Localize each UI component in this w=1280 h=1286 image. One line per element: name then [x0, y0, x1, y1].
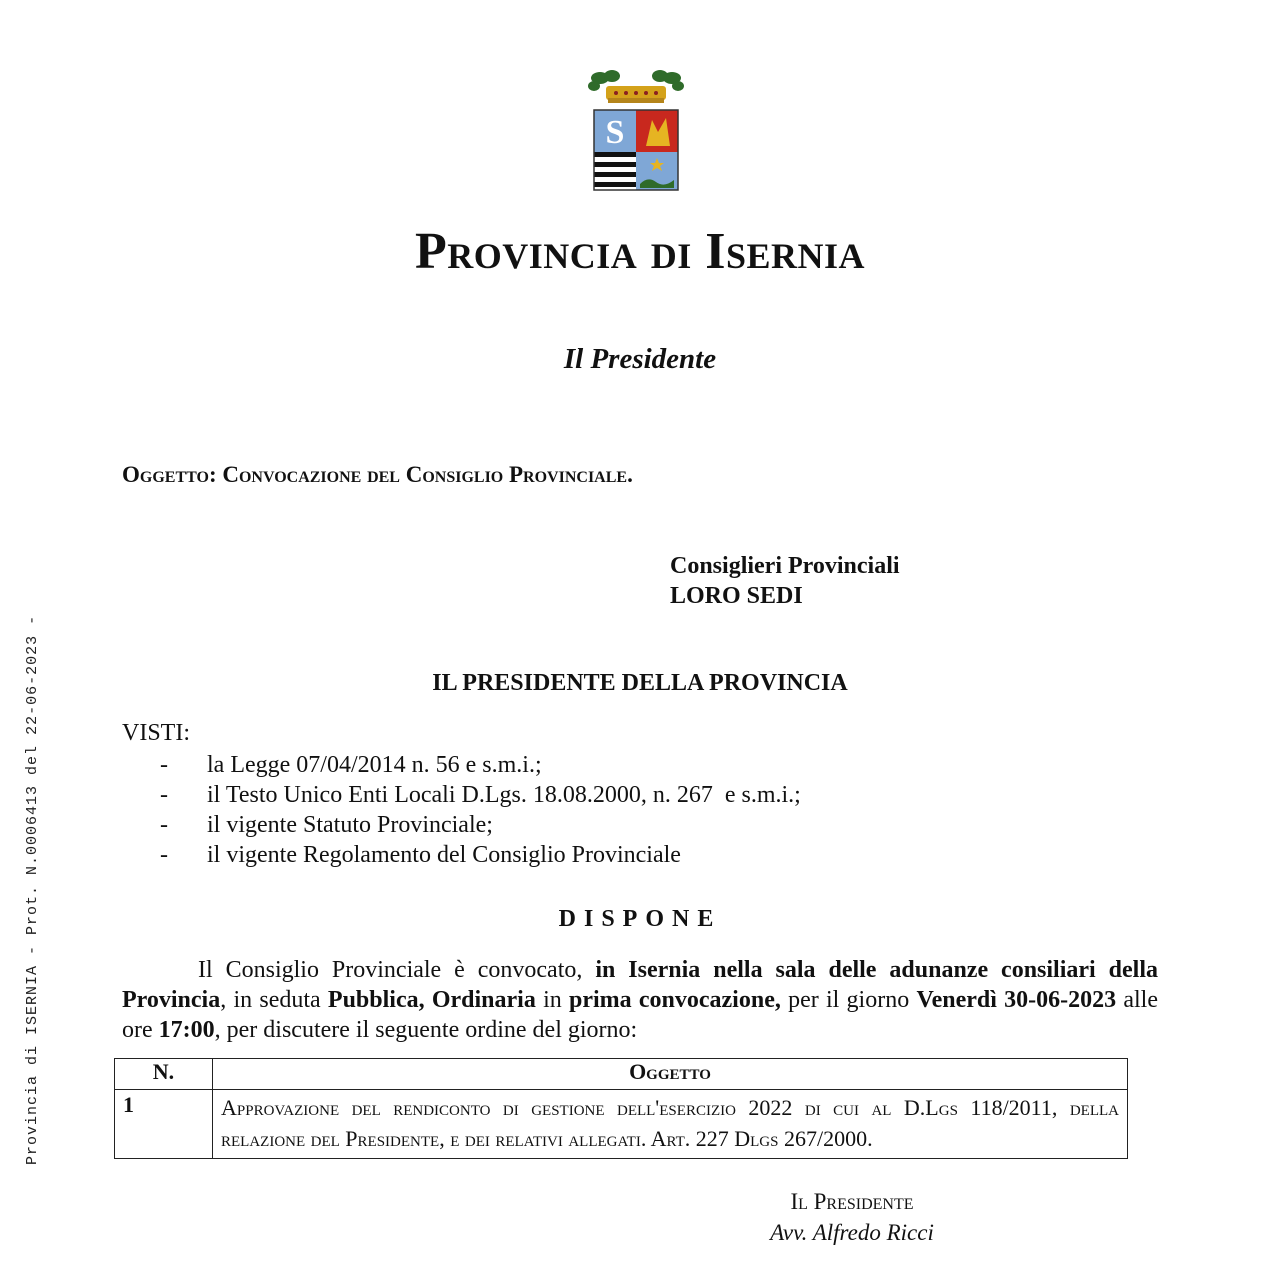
list-item-text: la Legge 07/04/2014 n. 56 e s.m.i.;	[207, 752, 542, 778]
paragraph-bold-text: in Isernia nella sala delle adunanze consiliari della Provincia	[122, 957, 1158, 1013]
dispone-heading: DISPONE	[558, 906, 722, 932]
list-item-text: il vigente Regolamento del Consiglio Provinciale	[207, 842, 681, 868]
list-item: - la Legge 07/04/2014 n. 56 e s.m.i.;	[160, 752, 542, 778]
signature-role: Il Presidente	[790, 1189, 914, 1214]
recipient-line: LORO SEDI	[670, 583, 803, 609]
column-header-number: N.	[115, 1059, 213, 1090]
paragraph-bold-text: prima convocazione,	[568, 987, 781, 1013]
paragraph-bold-text: Pubblica, Ordinaria	[327, 987, 536, 1013]
column-header-subject: Oggetto	[213, 1059, 1128, 1090]
paragraph-text: alle ore	[122, 987, 1159, 1043]
visti-label: VISTI:	[122, 720, 190, 746]
table-cell-subject: Approvazione del rendiconto di gestione dell'esercizio 2022 di cui al D.Lgs 118/2011, della relazione del Presidente, e dei relativi allegati. Art. 227 Dlgs 267/2000.	[213, 1090, 1128, 1159]
list-item: - il vigente Statuto Provinciale;	[160, 812, 493, 838]
list-item-text: il Testo Unico Enti Locali D.Lgs. 18.08.2000, n. 267 e s.m.i.;	[207, 782, 801, 808]
page-title: Provincia di Isernia	[414, 223, 866, 280]
signature-name: Avv. Alfredo Ricci	[770, 1220, 934, 1245]
recipients-block	[670, 551, 900, 611]
table-row	[115, 1090, 1128, 1159]
recipient-line: Consiglieri Provinciali	[670, 553, 900, 579]
paragraph-bold-text: Venerdì 30-06-2023	[916, 987, 1117, 1013]
list-item: - il Testo Unico Enti Locali D.Lgs. 18.08.2000, n. 267 e s.m.i.;	[160, 782, 801, 808]
list-item-text: il vigente Statuto Provinciale;	[207, 812, 493, 838]
convocation-paragraph	[122, 955, 1158, 1045]
page-subtitle: Il Presidente	[563, 343, 717, 375]
paragraph-text: per il giorno	[780, 987, 917, 1013]
coat-of-arms-logo	[586, 68, 686, 194]
signature-block	[752, 1186, 952, 1248]
protocol-stamp: Provincia di ISERNIA - Prot. N.0006413 del 22-06-2023 -	[24, 614, 41, 1165]
paragraph-text: in	[535, 987, 569, 1013]
table-header-row	[115, 1059, 1128, 1090]
paragraph-text: , per discutere il seguente ordine del giorno:	[214, 1017, 638, 1043]
table-cell-number: 1	[115, 1090, 213, 1159]
visti-list	[122, 750, 801, 870]
list-item: - il vigente Regolamento del Consiglio Provinciale	[160, 842, 681, 868]
section-heading: IL PRESIDENTE DELLA PROVINCIA	[432, 670, 848, 696]
subject-line: Oggetto: Convocazione del Consiglio Provinciale.	[122, 462, 633, 487]
svg-text:S: S	[605, 114, 625, 151]
paragraph-text: Il Consiglio Provinciale è convocato,	[198, 957, 596, 983]
paragraph-text: , in seduta	[220, 987, 328, 1013]
agenda-table	[114, 1058, 1128, 1159]
paragraph-bold-text: 17:00	[158, 1017, 215, 1043]
